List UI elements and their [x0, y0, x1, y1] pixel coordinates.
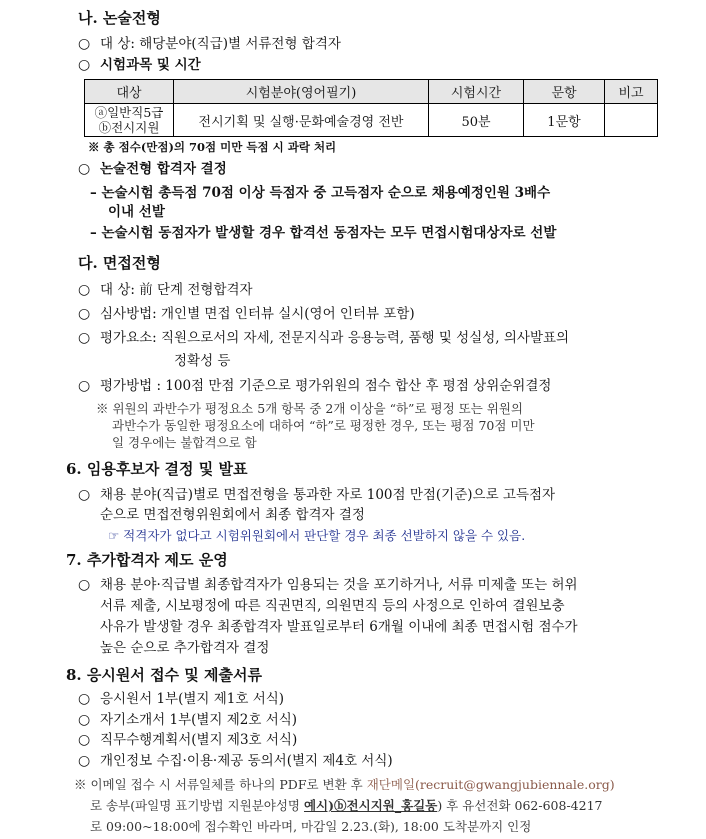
s7-body-cont: 사유가 발생할 경우 최종합격자 발표일로부터 6개월 이내에 최종 면접시험 점수가 [100, 619, 578, 635]
table-cell-field: 전시기획 및 실행·문화예술경영 전반 [174, 104, 429, 137]
exam-table [84, 79, 658, 137]
circle-bullet-icon: ○ [78, 577, 91, 593]
s7-body-cont: 서류 제출, 시보평정에 따른 직권면직, 의원면직 등의 사정으로 인하여 결원보충 [100, 598, 565, 614]
interview-note-cont: 과반수가 동일한 평정요소에 대하여 “하”로 평정한 경우, 또는 평점 70점 미만 [112, 418, 535, 433]
s6-body-cont: 순으로 면접전형위원회에서 최종 합격자 결정 [100, 507, 365, 523]
table-header-cell: 시험분야(영어필기) [174, 80, 429, 104]
interview-method: ○ 심사방법: 개인별 면접 인터뷰 실시(영어 인터뷰 포함) [78, 306, 415, 322]
essay-decision-1: – 논술시험 총득점 70점 이상 득점자 중 고득점자 순으로 채용예정인원 3배수 [90, 185, 551, 201]
section-title-6: 6. 임용후보자 결정 및 발표 [66, 460, 248, 478]
circle-bullet-icon: ○ [78, 306, 91, 322]
s8-list-item: ○ 직무수행계획서(별지 제3호 서식) [78, 732, 298, 748]
circle-bullet-icon: ○ [78, 487, 91, 503]
circle-bullet-icon: ○ [78, 753, 91, 769]
section-title-interview: 다. 면접전형 [78, 254, 161, 272]
s8-note: ※ 이메일 접수 시 서류일체를 하나의 PDF로 변환 후 재단메일(recruit@gwangjubiennale.org) [74, 777, 615, 792]
essay-decision-heading: ○ 논술전형 합격자 결정 [78, 161, 227, 177]
circle-bullet-icon: ○ [78, 691, 91, 707]
table-header-row [85, 80, 658, 104]
email-link[interactable]: 재단메일(recruit@gwangjubiennale.org) [366, 777, 615, 792]
table-header-cell: 비고 [605, 80, 658, 104]
circle-bullet-icon: ○ [78, 282, 91, 298]
s8-note-cont: 로 송부(파일명 표기방법 지원분야성명 예시)ⓑ전시지원_홍길동) 후 유선전화 062-608-4217 [90, 798, 603, 813]
table-cell-time: 50분 [429, 104, 524, 137]
table-row [85, 104, 658, 137]
table-cell-items: 1문항 [524, 104, 605, 137]
s8-list-item: ○ 자기소개서 1부(별지 제2호 서식) [78, 712, 298, 728]
filename-example: 예시)ⓑ전시지원_홍길동 [303, 798, 438, 813]
interview-elements-cont: 정확성 등 [174, 353, 231, 369]
table-cell-note [605, 104, 658, 137]
s8-note-cont: 로 09:00~18:00에 접수확인 바라며, 마감일 2.23.(화), 18:00 도착분까지 인정 [90, 819, 532, 834]
table-note: ※ 총 점수(만점)의 70점 미만 득점 시 과락 처리 [88, 140, 337, 154]
section-title-8: 8. 응시원서 접수 및 제출서류 [66, 666, 262, 684]
circle-bullet-icon: ○ [78, 161, 91, 177]
essay-target: ○ 대 상: 해당분야(직급)별 서류전형 합격자 [78, 36, 341, 52]
s6-body: ○ 채용 분야(직급)별로 면접전형을 통과한 자로 100점 만점(기준)으로 고득점자 [78, 487, 556, 503]
s7-body-cont: 높은 순으로 추가합격자 결정 [100, 640, 270, 656]
interview-note-cont: 일 경우에는 불합격으로 함 [112, 435, 257, 450]
s6-note: ☞ 적격자가 없다고 시험위원회에서 판단할 경우 최종 선발하지 않을 수 있음. [108, 528, 526, 543]
essay-subject-heading: ○ 시험과목 및 시간 [78, 57, 201, 73]
interview-target: ○ 대 상: 前 단계 전형합격자 [78, 282, 253, 298]
interview-note: ※ 위원의 과반수가 평정요소 5개 항목 중 2개 이상을 “하”로 평정 또는 위원의 [96, 401, 523, 416]
circle-bullet-icon: ○ [78, 712, 91, 728]
circle-bullet-icon: ○ [78, 732, 91, 748]
interview-eval: ○ 평가방법 : 100점 만점 기준으로 평가위원의 점수 합산 후 평점 상위순위결정 [78, 378, 552, 394]
s8-list-item: ○ 응시원서 1부(별지 제1호 서식) [78, 691, 285, 707]
s7-body: ○ 채용 분야·직급별 최종합격자가 임용되는 것을 포기하거나, 서류 미제출 또는 허위 [78, 577, 578, 593]
essay-decision-1-cont: 이내 선발 [108, 204, 165, 220]
essay-decision-2: – 논술시험 동점자가 발생할 경우 합격선 동점자는 모두 면접시험대상자로 선발 [90, 225, 557, 241]
table-header-cell: 대상 [85, 80, 174, 104]
circle-bullet-icon: ○ [78, 378, 91, 394]
section-title-essay: 나. 논술전형 [78, 9, 161, 27]
section-title-7: 7. 추가합격자 제도 운영 [66, 551, 228, 569]
circle-bullet-icon: ○ [78, 36, 91, 52]
table-header-cell: 문항 [524, 80, 605, 104]
table-cell-target: ⓐ일반직5급 ⓑ전시지원 [85, 104, 174, 137]
interview-elements: ○ 평가요소: 직원으로서의 자세, 전문지식과 응용능력, 품행 및 성실성, 의사발표의 [78, 330, 570, 346]
circle-bullet-icon: ○ [78, 330, 91, 346]
table-header-cell: 시험시간 [429, 80, 524, 104]
circle-bullet-icon: ○ [78, 57, 91, 73]
s8-list-item: ○ 개인정보 수집·이용·제공 동의서(별지 제4호 서식) [78, 753, 393, 769]
